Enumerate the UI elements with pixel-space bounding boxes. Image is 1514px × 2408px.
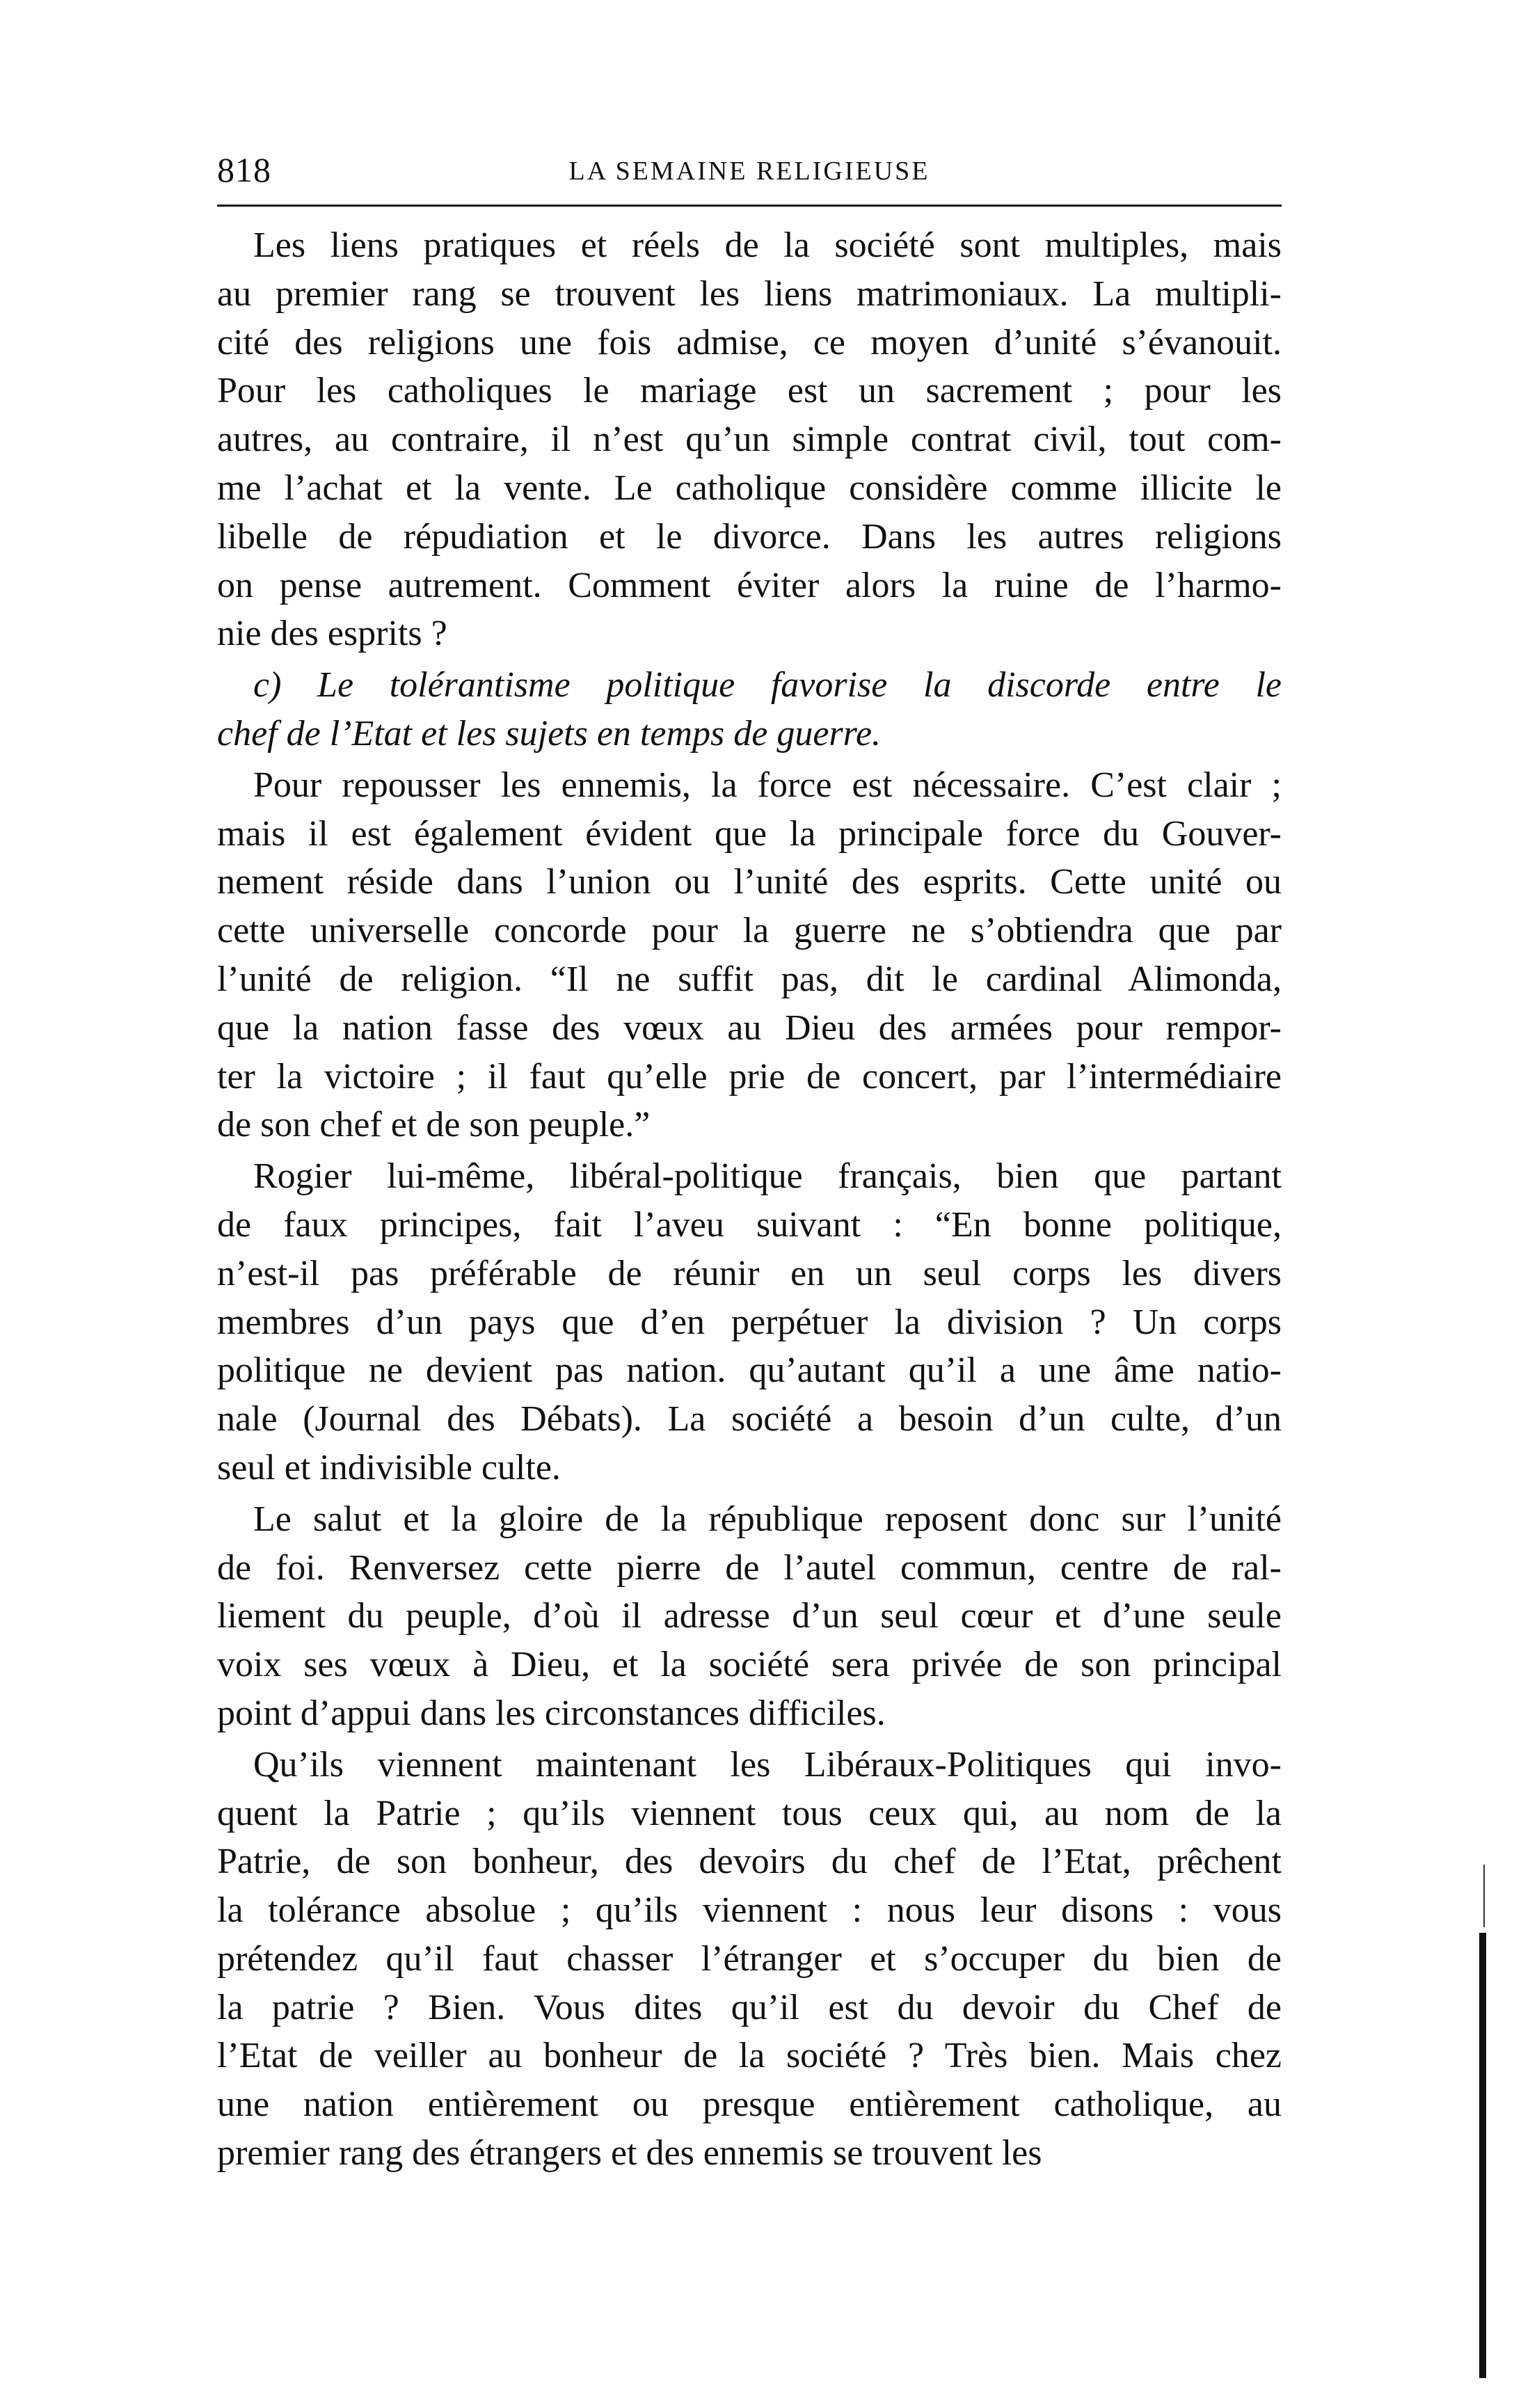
text-line: voix ses vœux à Dieu, et la société sera privée de son principal bbox=[217, 1645, 1282, 1685]
text-line: seul et indivisible culte. bbox=[217, 1447, 561, 1488]
text-line: autres, au contraire, il n’est qu’un simple contrat civil, tout com- bbox=[217, 420, 1282, 460]
margin-mark bbox=[1483, 1865, 1485, 1927]
text-line: quent la Patrie ; qu’ils viennent tous ceux qui, au nom de la bbox=[217, 1793, 1282, 1833]
text-line: c) Le tolérantisme politique favorise la discorde entre le bbox=[253, 665, 1282, 705]
header-rule bbox=[217, 205, 1282, 207]
text-line: une nation entièrement ou presque entièrement catholique, au bbox=[217, 2084, 1282, 2125]
text-line: liement du peuple, d’où il adresse d’un seul cœur et d’une seule bbox=[217, 1596, 1282, 1636]
text-line: Pour les catholiques le mariage est un sacrement ; pour les bbox=[217, 371, 1282, 411]
text-line: nement réside dans l’union ou l’unité des esprits. Cette unité ou bbox=[217, 862, 1282, 902]
text-line: nie des esprits ? bbox=[217, 614, 447, 654]
text-line: la patrie ? Bien. Vous dites qu’il est du devoir du Chef de bbox=[217, 1987, 1282, 2027]
text-line: cité des religions une fois admise, ce moyen d’unité s’évanouit. bbox=[217, 322, 1282, 362]
text-line: politique ne devient pas nation. qu’autant qu’il a une âme natio- bbox=[217, 1350, 1282, 1391]
text-line: Qu’ils viennent maintenant les Libéraux-Politiques qui invo- bbox=[253, 1744, 1282, 1785]
text-line: mais il est également évident que la principale force du Gouver- bbox=[217, 813, 1282, 854]
paragraph bbox=[217, 221, 1282, 658]
text-line: Pour repousser les ennemis, la force est nécessaire. C’est clair ; bbox=[253, 765, 1282, 805]
text-line: cette universelle concorde pour la guerre ne s’obtiendra que par bbox=[217, 911, 1282, 951]
text-line: premier rang des étrangers et des ennemis se trouvent les bbox=[217, 2133, 1042, 2174]
paragraph bbox=[217, 1152, 1282, 1492]
text-line: de foi. Renversez cette pierre de l’autel commun, centre de ral- bbox=[217, 1547, 1282, 1588]
text-line: Les liens pratiques et réels de la société sont multiples, mais bbox=[253, 225, 1282, 265]
body-text bbox=[217, 221, 1282, 2178]
text-line: Patrie, de son bonheur, des devoirs du chef de l’Etat, prêchent bbox=[217, 1842, 1282, 1882]
margin-bar bbox=[1479, 1933, 1486, 2378]
paragraph bbox=[217, 661, 1282, 758]
text-line: libelle de répudiation et le divorce. Dans les autres religions bbox=[217, 516, 1282, 557]
text-line: point d’appui dans les circonstances difficiles. bbox=[217, 1693, 886, 1733]
text-line: Rogier lui-même, libéral-politique français, bien que partant bbox=[253, 1156, 1282, 1197]
text-line: de faux principes, fait l’aveu suivant : “En bonne politique, bbox=[217, 1204, 1282, 1245]
text-line: la tolérance absolue ; qu’ils viennent : nous leur disons : vous bbox=[217, 1890, 1282, 1931]
text-line: l’unité de religion. “Il ne suffit pas, dit le cardinal Alimonda, bbox=[217, 959, 1282, 999]
running-title: LA SEMAINE RELIGIEUSE bbox=[568, 157, 930, 186]
text-line: au premier rang se trouvent les liens matrimoniaux. La multipli- bbox=[217, 273, 1282, 314]
paragraph bbox=[217, 761, 1282, 1149]
page-number: 818 bbox=[217, 150, 271, 189]
text-line: n’est-il pas préférable de réunir en un seul corps les divers bbox=[217, 1253, 1282, 1293]
text-line: que la nation fasse des vœux au Dieu des armées pour rempor- bbox=[217, 1007, 1282, 1048]
text-line: l’Etat de veiller au bonheur de la société ? Très bien. Mais chez bbox=[217, 2036, 1282, 2076]
running-head bbox=[217, 149, 1282, 198]
paragraph bbox=[217, 1741, 1282, 2178]
text-line: Le salut et la gloire de la république reposent donc sur l’unité bbox=[253, 1499, 1282, 1539]
text-line: nale (Journal des Débats). La société a besoin d’un culte, d’un bbox=[217, 1399, 1282, 1440]
text-line: ter la victoire ; il faut qu’elle prie de concert, par l’intermédiaire bbox=[217, 1056, 1282, 1097]
text-line: chef de l’Etat et les sujets en temps de guerre. bbox=[217, 713, 882, 754]
text-line: me l’achat et la vente. Le catholique considère comme illicite le bbox=[217, 468, 1282, 508]
paragraph bbox=[217, 1495, 1282, 1738]
text-line: membres d’un pays que d’en perpétuer la division ? Un corps bbox=[217, 1302, 1282, 1342]
text-line: de son chef et de son peuple.” bbox=[217, 1105, 651, 1145]
text-line: prétendez qu’il faut chasser l’étranger et s’occuper du bien de bbox=[217, 1938, 1282, 1979]
text-line: on pense autrement. Comment éviter alors la ruine de l’harmo- bbox=[217, 565, 1282, 605]
